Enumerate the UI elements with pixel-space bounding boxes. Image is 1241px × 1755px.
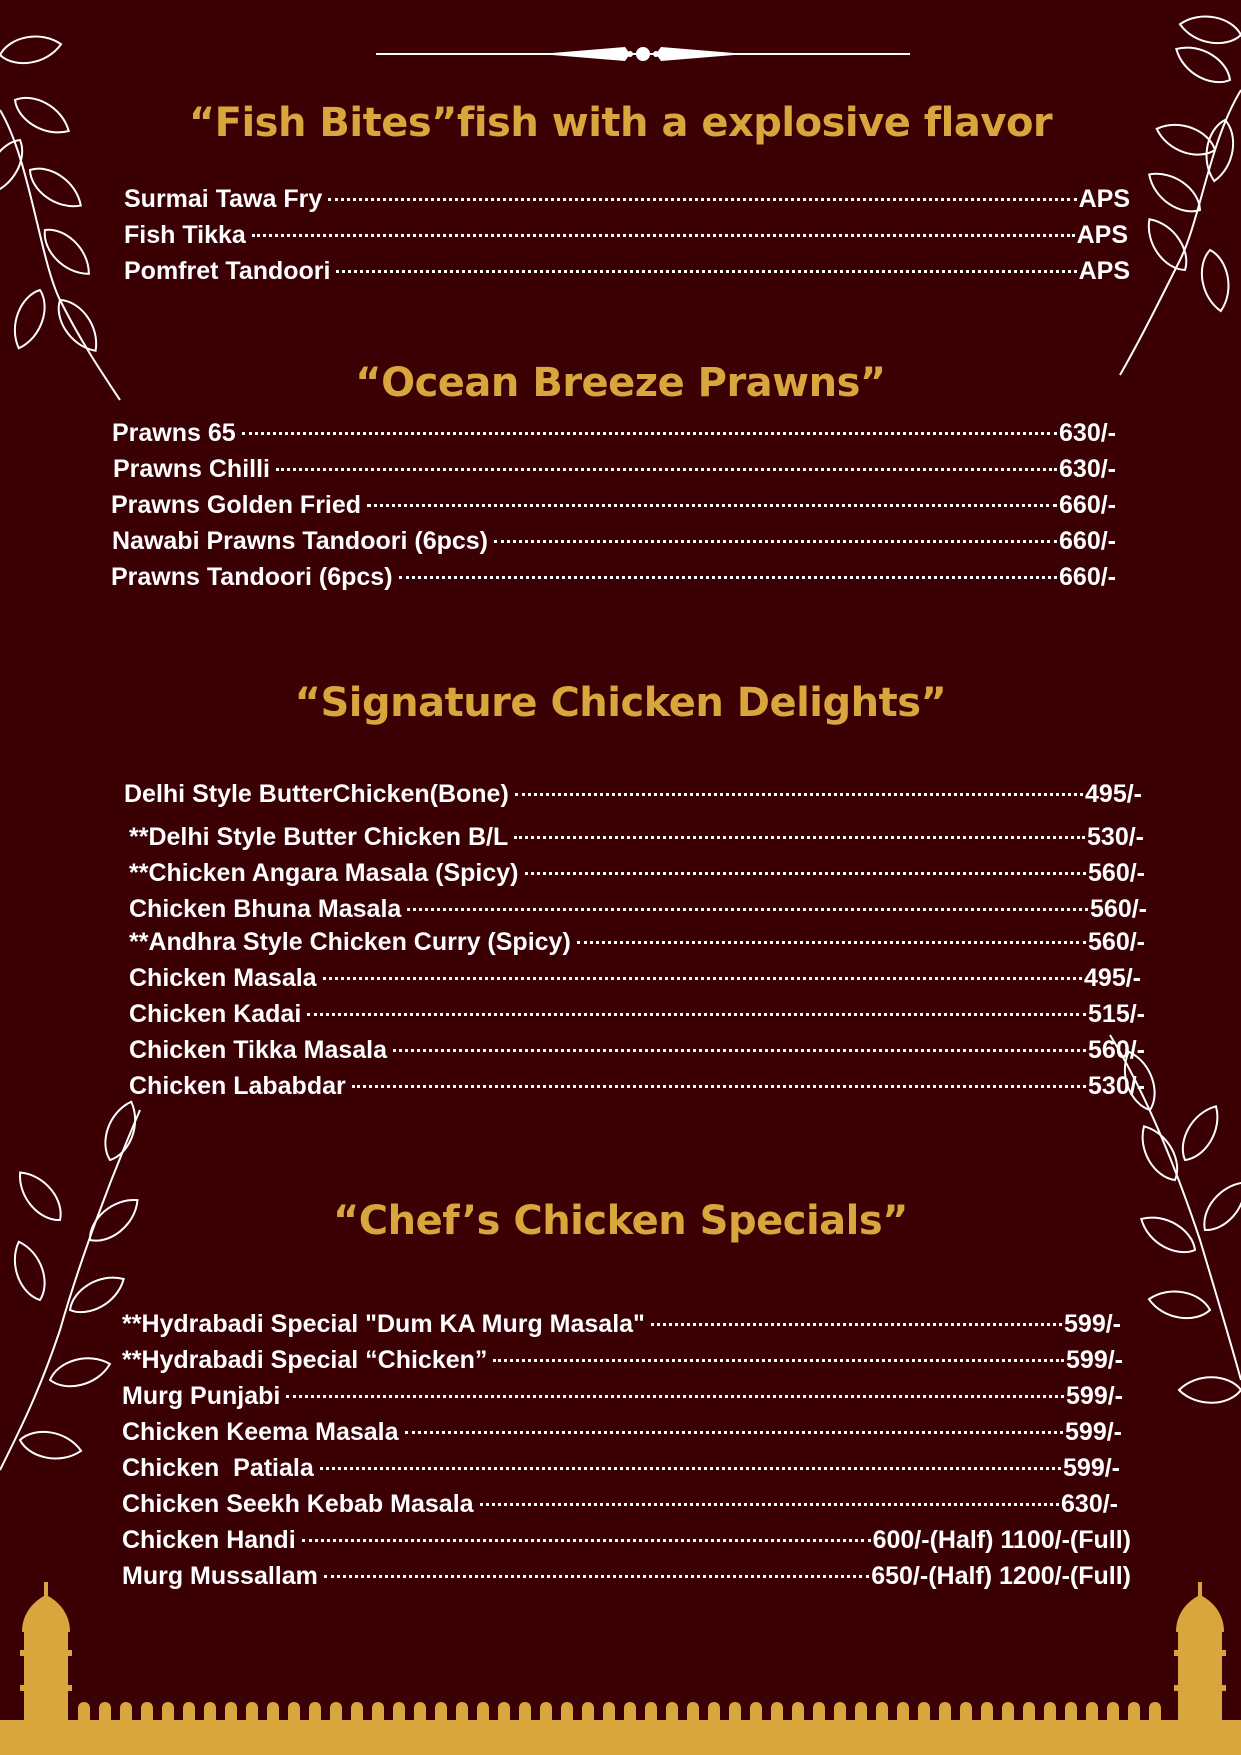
menu-item-price: 560/-	[1088, 928, 1145, 956]
menu-item-name: Chicken Patiala	[122, 1454, 314, 1482]
skyline-merlon	[561, 1702, 573, 1722]
menu-item-price: 530/-	[1088, 1072, 1145, 1100]
menu-item-name: Chicken Lababdar	[129, 1072, 346, 1100]
skyline-merlon	[1002, 1702, 1014, 1722]
skyline-merlon	[351, 1702, 363, 1722]
menu-item-price: APS	[1076, 221, 1128, 249]
section-title-signature-chicken-delights: “Signature Chicken Delights”	[294, 680, 947, 726]
menu-item-name: Surmai Tawa Fry	[124, 185, 323, 213]
menu-item-price: APS	[1078, 257, 1130, 285]
skyline-merlon	[855, 1702, 867, 1722]
skyline-merlon	[960, 1702, 972, 1722]
dot-leader	[276, 468, 1057, 471]
menu-item-name: Prawns Golden Fried	[111, 491, 362, 519]
skyline-merlon	[183, 1702, 195, 1722]
skyline-merlon	[78, 1702, 90, 1722]
dot-leader	[493, 1359, 1064, 1362]
menu-item-price: 660/-	[1059, 563, 1116, 591]
menu-item-price: 599/-	[1066, 1382, 1123, 1410]
dot-leader	[480, 1503, 1059, 1506]
menu-item-name: Fish Tikka	[124, 221, 246, 249]
skyline-merlon	[834, 1702, 846, 1722]
skyline-merlon	[750, 1702, 762, 1722]
menu-item-name: **Andhra Style Chicken Curry (Spicy)	[129, 928, 571, 956]
skyline-merlon	[939, 1702, 951, 1722]
dot-leader	[393, 1049, 1086, 1052]
menu-item	[112, 524, 1116, 558]
menu-item-name: **Chicken Angara Masala (Spicy)	[129, 859, 519, 887]
skyline-merlon	[687, 1702, 699, 1722]
menu-item	[122, 1307, 1121, 1341]
skyline-merlon	[1149, 1702, 1161, 1722]
menu-item	[112, 416, 1116, 450]
skyline-merlon	[729, 1702, 741, 1722]
skyline-merlon	[1128, 1702, 1140, 1722]
menu-item	[122, 1559, 1131, 1593]
skyline-merlon	[981, 1702, 993, 1722]
menu-item-price: 650/-(Half) 1200/-(Full)	[871, 1562, 1131, 1590]
menu-item-name: Murg Punjabi	[122, 1382, 281, 1410]
skyline-merlon	[540, 1702, 552, 1722]
dot-leader	[515, 793, 1083, 796]
skyline-merlon	[624, 1702, 636, 1722]
leaf-branch-icon	[0, 32, 120, 400]
skyline-merlon	[708, 1702, 720, 1722]
menu-item	[129, 856, 1145, 890]
dot-leader	[336, 270, 1076, 273]
menu-item-price: 630/-	[1059, 455, 1116, 483]
menu-item-price: 530/-	[1087, 823, 1144, 851]
menu-item-price: 515/-	[1088, 1000, 1145, 1028]
skyline-merlon	[435, 1702, 447, 1722]
dot-leader	[407, 908, 1088, 911]
skyline-merlon	[120, 1702, 132, 1722]
ornamental-divider-icon	[376, 47, 910, 61]
menu-item-name: Pomfret Tandoori	[124, 257, 331, 285]
menu-item-name: Chicken Tikka Masala	[129, 1036, 388, 1064]
section-title-chefs-chicken-specials: “Chef’s Chicken Specials”	[333, 1198, 908, 1244]
section-title-ocean-breeze-prawns: “Ocean Breeze Prawns”	[355, 360, 886, 406]
menu-item	[129, 892, 1147, 926]
menu-item	[129, 820, 1144, 854]
skyline-merlon	[792, 1702, 804, 1722]
skyline-merlon	[267, 1702, 279, 1722]
skyline-merlon	[288, 1702, 300, 1722]
dot-leader	[352, 1085, 1086, 1088]
menu-item-name: Chicken Masala	[129, 964, 317, 992]
menu-item-price: 599/-	[1065, 1418, 1122, 1446]
skyline-merlon	[582, 1702, 594, 1722]
skyline-merlon	[414, 1702, 426, 1722]
dot-leader	[399, 576, 1057, 579]
skyline-merlon	[1086, 1702, 1098, 1722]
menu-item-name: Chicken Seekh Kebab Masala	[122, 1490, 474, 1518]
dot-leader	[286, 1395, 1064, 1398]
skyline-merlon	[162, 1702, 174, 1722]
skyline-merlon	[1044, 1702, 1056, 1722]
menu-item-price: 599/-	[1063, 1454, 1120, 1482]
menu-item	[124, 182, 1130, 216]
menu-item	[129, 1069, 1145, 1103]
skyline-merlon	[603, 1702, 615, 1722]
menu-item-name: Prawns 65	[112, 419, 236, 447]
skyline-merlon	[372, 1702, 384, 1722]
menu-item-name: **Hydrabadi Special “Chicken”	[122, 1346, 488, 1374]
menu-item-price: 560/-	[1090, 895, 1147, 923]
dot-leader	[328, 198, 1076, 201]
menu-item-price: 599/-	[1066, 1346, 1123, 1374]
menu-item	[129, 997, 1145, 1031]
menu-item-price: 660/-	[1059, 491, 1116, 519]
menu-item	[124, 777, 1142, 811]
menu-item-name: Chicken Bhuna Masala	[129, 895, 402, 923]
menu-item	[122, 1487, 1118, 1521]
skyline-merlon	[645, 1702, 657, 1722]
skyline-merlon	[99, 1702, 111, 1722]
menu-item-price: 600/-(Half) 1100/-(Full)	[872, 1526, 1131, 1554]
leaf-branch-icon	[1120, 12, 1241, 375]
menu-item-name: Chicken Kadai	[129, 1000, 302, 1028]
menu-item	[111, 488, 1116, 522]
skyline-merlon	[1107, 1702, 1119, 1722]
menu-item-name: Murg Mussallam	[122, 1562, 318, 1590]
menu-item-price: 560/-	[1088, 859, 1145, 887]
menu-item	[129, 961, 1141, 995]
menu-item-price: 599/-	[1064, 1310, 1121, 1338]
dot-leader	[525, 872, 1087, 875]
skyline-merlon	[309, 1702, 321, 1722]
dot-leader	[405, 1431, 1063, 1434]
menu-item	[124, 254, 1130, 288]
section-title-fish-bites: “Fish Bites”fish with a explosive flavor	[188, 100, 1053, 146]
skyline-merlon	[771, 1702, 783, 1722]
menu-item-name: Nawabi Prawns Tandoori (6pcs)	[112, 527, 489, 555]
menu-item	[129, 1033, 1145, 1067]
menu-item-name: **Delhi Style Butter Chicken B/L	[129, 823, 509, 851]
dot-leader	[577, 941, 1086, 944]
menu-item-price: 495/-	[1085, 780, 1142, 808]
skyline-merlon	[666, 1702, 678, 1722]
menu-item-name: Chicken Handi	[122, 1526, 296, 1554]
menu-item-name: **Hydrabadi Special "Dum KA Murg Masala"	[122, 1310, 645, 1338]
menu-item	[122, 1451, 1120, 1485]
dot-leader	[514, 836, 1085, 839]
skyline-merlon	[393, 1702, 405, 1722]
menu-item	[122, 1415, 1122, 1449]
skyline-merlon	[897, 1702, 909, 1722]
menu-item-name: Chicken Keema Masala	[122, 1418, 399, 1446]
skyline-merlon	[813, 1702, 825, 1722]
menu-item-price: 630/-	[1059, 419, 1116, 447]
skyline-merlon	[918, 1702, 930, 1722]
skyline-merlon	[1023, 1702, 1035, 1722]
menu-item-name: Delhi Style ButterChicken(Bone)	[124, 780, 509, 808]
skyline-merlon	[330, 1702, 342, 1722]
dot-leader	[367, 504, 1057, 507]
skyline-merlon	[1065, 1702, 1077, 1722]
dot-leader	[307, 1013, 1086, 1016]
skyline-merlon	[225, 1702, 237, 1722]
menu-item	[122, 1343, 1123, 1377]
skyline-merlon	[141, 1702, 153, 1722]
menu-item-price: APS	[1078, 185, 1130, 213]
menu-item	[129, 925, 1145, 959]
menu-item-name: Prawns Tandoori (6pcs)	[111, 563, 393, 591]
menu-item	[113, 452, 1116, 486]
skyline-merlon	[477, 1702, 489, 1722]
menu-item	[122, 1523, 1131, 1557]
skyline-merlon	[876, 1702, 888, 1722]
dot-leader	[324, 1575, 869, 1578]
menu-item	[124, 218, 1128, 252]
menu-item-price: 630/-	[1061, 1490, 1118, 1518]
palace-skyline-icon	[0, 1582, 1241, 1755]
skyline-merlon	[204, 1702, 216, 1722]
dot-leader	[302, 1539, 871, 1542]
dot-leader	[323, 977, 1082, 980]
skyline-merlon	[519, 1702, 531, 1722]
menu-item	[122, 1379, 1123, 1413]
skyline-merlon	[498, 1702, 510, 1722]
menu-item-name: Prawns Chilli	[113, 455, 270, 483]
menu-item-price: 660/-	[1059, 527, 1116, 555]
dot-leader	[651, 1323, 1062, 1326]
skyline-merlon	[456, 1702, 468, 1722]
dot-leader	[320, 1467, 1061, 1470]
menu-item	[111, 560, 1116, 594]
dot-leader	[242, 432, 1057, 435]
skyline-merlon	[246, 1702, 258, 1722]
menu-item-price: 495/-	[1084, 964, 1141, 992]
menu-item-price: 560/-	[1088, 1036, 1145, 1064]
dot-leader	[494, 540, 1057, 543]
dot-leader	[252, 234, 1075, 237]
